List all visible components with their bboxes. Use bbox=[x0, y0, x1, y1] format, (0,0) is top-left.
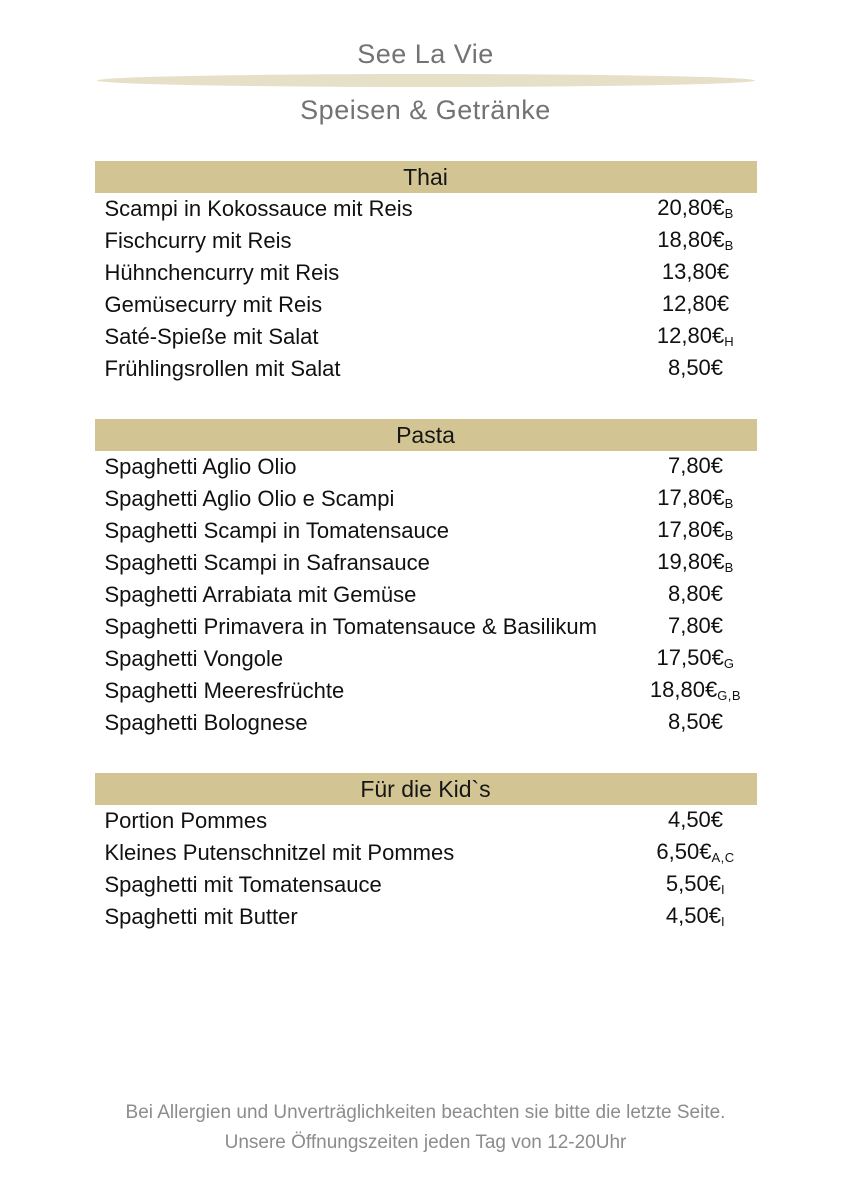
menu-item-row bbox=[95, 837, 757, 869]
item-name: Spaghetti Arrabiata mit Gemüse bbox=[104, 582, 417, 607]
menu-item-row bbox=[95, 707, 757, 739]
page-subtitle: Speisen & Getränke bbox=[300, 95, 551, 125]
item-name: Frühlingsrollen mit Salat bbox=[104, 356, 341, 381]
item-price: 18,80€ bbox=[657, 226, 725, 252]
item-price: 17,80€ bbox=[657, 516, 725, 542]
menu-item-row bbox=[95, 869, 757, 901]
item-allergens: B bbox=[724, 205, 734, 221]
menu-item-row bbox=[95, 611, 757, 643]
item-price: 12,80€ bbox=[661, 290, 730, 316]
item-name: Spaghetti mit Butter bbox=[104, 904, 298, 929]
menu-item-row bbox=[95, 257, 757, 289]
item-name: Portion Pommes bbox=[104, 808, 268, 833]
item-price-cell bbox=[635, 320, 757, 355]
item-name: Spaghetti Scampi in Tomatensauce bbox=[104, 518, 449, 543]
item-price: 6,50€ bbox=[656, 838, 712, 864]
item-name: Fischcurry mit Reis bbox=[104, 228, 292, 253]
item-price-cell bbox=[635, 804, 757, 839]
page-title: See La Vie bbox=[357, 39, 494, 69]
item-price: 17,50€ bbox=[656, 644, 724, 670]
item-name: Spaghetti Aglio Olio bbox=[104, 454, 297, 479]
menu-item-row bbox=[95, 901, 757, 933]
menu-sections bbox=[95, 161, 757, 933]
item-price: 7,80€ bbox=[667, 612, 724, 638]
menu-item-row bbox=[95, 579, 757, 611]
item-allergens: G,B bbox=[717, 687, 742, 703]
footer bbox=[0, 1098, 851, 1158]
item-price-cell bbox=[635, 352, 757, 387]
menu-section bbox=[95, 773, 757, 933]
footer-allergy-note: Bei Allergien und Unverträglichkeiten beachten sie bitte die letzte Seite. bbox=[125, 1102, 726, 1123]
item-name: Hühnchencurry mit Reis bbox=[104, 260, 340, 285]
item-price: 19,80€ bbox=[657, 548, 725, 574]
item-price: 5,50€ bbox=[665, 870, 721, 896]
item-price-cell bbox=[635, 546, 757, 581]
item-price-cell bbox=[635, 192, 757, 227]
item-price: 8,50€ bbox=[667, 354, 724, 380]
item-price: 8,50€ bbox=[667, 708, 724, 734]
item-allergens: B bbox=[724, 237, 734, 253]
item-allergens: H bbox=[724, 333, 735, 349]
item-price-cell bbox=[635, 288, 757, 323]
item-price-cell bbox=[635, 642, 757, 677]
menu-item-row bbox=[95, 515, 757, 547]
section-title: Pasta bbox=[95, 419, 757, 451]
menu-section bbox=[95, 419, 757, 739]
item-price: 13,80€ bbox=[661, 258, 730, 284]
item-price-cell bbox=[635, 900, 757, 935]
menu-item-row bbox=[95, 289, 757, 321]
item-price-cell bbox=[635, 706, 757, 741]
item-price-cell bbox=[635, 578, 757, 613]
item-price-cell bbox=[635, 674, 757, 709]
item-price-cell bbox=[635, 482, 757, 517]
menu-item-row bbox=[95, 643, 757, 675]
item-price-cell bbox=[635, 868, 757, 903]
item-name: Spaghetti Aglio Olio e Scampi bbox=[104, 486, 395, 511]
section-rows bbox=[95, 805, 757, 933]
item-allergens: B bbox=[724, 495, 734, 511]
item-price-cell bbox=[635, 256, 757, 291]
item-allergens: G bbox=[723, 655, 735, 671]
item-price: 12,80€ bbox=[656, 322, 725, 348]
item-name: Spaghetti Meeresfrüchte bbox=[104, 678, 345, 703]
item-name: Spaghetti Scampi in Safransauce bbox=[104, 550, 430, 575]
menu-section bbox=[95, 161, 757, 385]
menu-item-row bbox=[95, 805, 757, 837]
item-price-cell bbox=[635, 836, 757, 871]
ellipse-divider bbox=[97, 74, 755, 87]
menu-item-row bbox=[95, 547, 757, 579]
item-name: Saté-Spieße mit Salat bbox=[104, 324, 319, 349]
item-name: Spaghetti mit Tomatensauce bbox=[104, 872, 382, 897]
item-allergens: I bbox=[720, 913, 726, 929]
item-name: Spaghetti Vongole bbox=[104, 646, 284, 671]
item-allergens: B bbox=[724, 527, 734, 543]
item-price: 18,80€ bbox=[649, 676, 718, 702]
item-price: 4,50€ bbox=[665, 902, 721, 928]
section-title: Für die Kid`s bbox=[95, 773, 757, 805]
menu-item-row bbox=[95, 225, 757, 257]
item-name: Spaghetti Bolognese bbox=[104, 710, 308, 735]
item-price: 7,80€ bbox=[667, 452, 724, 478]
item-price: 8,80€ bbox=[667, 580, 724, 606]
section-rows bbox=[95, 193, 757, 385]
item-price-cell bbox=[635, 610, 757, 645]
item-price-cell bbox=[635, 514, 757, 549]
item-allergens: A,C bbox=[711, 849, 735, 865]
item-name: Scampi in Kokossauce mit Reis bbox=[104, 196, 413, 221]
footer-opening-hours: Unsere Öffnungszeiten jeden Tag von 12-20Uhr bbox=[224, 1132, 627, 1153]
item-name: Kleines Putenschnitzel mit Pommes bbox=[104, 840, 455, 865]
item-name: Spaghetti Primavera in Tomatensauce & Basilikum bbox=[104, 614, 597, 639]
item-price: 17,80€ bbox=[657, 484, 725, 510]
menu-item-row bbox=[95, 193, 757, 225]
item-allergens: B bbox=[724, 559, 734, 575]
item-price: 4,50€ bbox=[667, 806, 724, 832]
section-title: Thai bbox=[95, 161, 757, 193]
menu-item-row bbox=[95, 451, 757, 483]
item-price-cell bbox=[635, 450, 757, 485]
item-price-cell bbox=[635, 224, 757, 259]
menu-item-row bbox=[95, 675, 757, 707]
menu-item-row bbox=[95, 353, 757, 385]
section-rows bbox=[95, 451, 757, 739]
item-allergens: I bbox=[720, 881, 726, 897]
item-name: Gemüsecurry mit Reis bbox=[104, 292, 323, 317]
item-price: 20,80€ bbox=[657, 194, 725, 220]
menu-item-row bbox=[95, 321, 757, 353]
menu-item-row bbox=[95, 483, 757, 515]
